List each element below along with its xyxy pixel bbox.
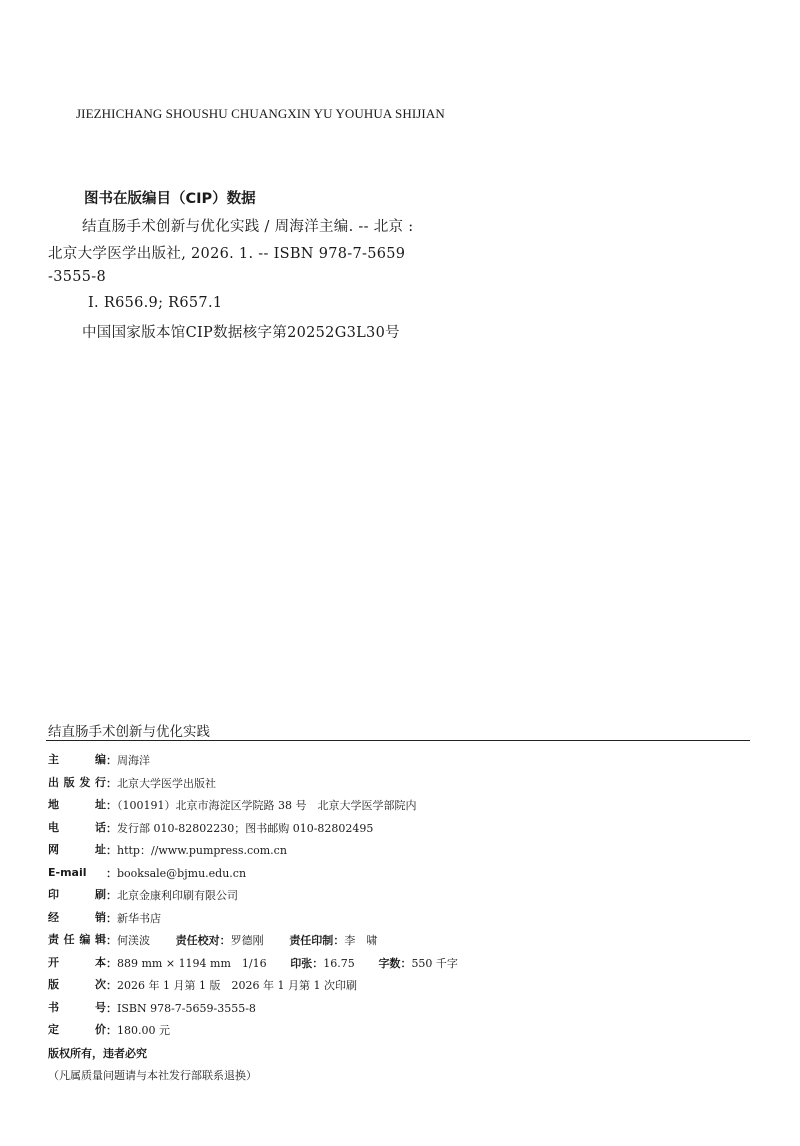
cip-line-5: 中国国家版本馆CIP数据核字第20252G3L30号: [82, 325, 400, 341]
label-address: 地址: [48, 798, 106, 811]
value-website: http：//www.pumpress.com.cn: [117, 844, 287, 857]
label-sheets: 印张: [290, 956, 313, 970]
info-row-publisher: [48, 772, 748, 795]
quality-return-note: （凡属质量问题请与本社发行部联系退换）: [48, 1069, 257, 1082]
info-row-format: [48, 952, 748, 975]
info-row-rights: [48, 1042, 748, 1065]
divider-rule: [46, 740, 750, 741]
pinyin-title: JIEZHICHANG SHOUSHU CHUANGXIN YU YOUHUA SHIJIAN: [76, 106, 445, 121]
value-sheets: 16.75: [323, 956, 355, 970]
imprint-info: [48, 749, 748, 1087]
label-word-count: 字数: [378, 956, 401, 970]
colon: ：: [106, 911, 117, 925]
label-printer: 印刷: [48, 888, 106, 901]
label-editor: 主编: [48, 753, 106, 766]
label-phone: 电话: [48, 820, 106, 834]
colon: ：: [219, 934, 231, 947]
value-responsible-printing: 李 啸: [344, 934, 378, 947]
label-distributor: 经销: [48, 910, 106, 924]
colon: ：: [106, 934, 117, 947]
value-price: 180.00 元: [117, 1024, 170, 1037]
value-printer: 北京金康利印刷有限公司: [117, 889, 238, 902]
colon: ：: [106, 799, 117, 812]
info-row-edition: [48, 974, 748, 997]
label-format: 开本: [48, 955, 106, 969]
cip-line-3: -3555-8: [48, 269, 107, 285]
colon: ：: [106, 821, 117, 835]
value-isbn: ISBN 978-7-5659-3555-8: [117, 1001, 256, 1015]
cip-line-4: Ⅰ. R656.9; R657.1: [88, 295, 223, 311]
value-responsible-proofreader: 罗德刚: [230, 934, 264, 947]
label-responsible-printing: 责任印制: [289, 934, 334, 947]
colon: ：: [106, 1001, 117, 1015]
label-email: E-mail: [48, 865, 87, 879]
label-price: 定价: [48, 1023, 106, 1036]
copyright-notice: 版权所有，违者必究: [48, 1046, 147, 1060]
value-distributor: 新华书店: [117, 911, 161, 925]
value-publisher: 北京大学医学出版社: [117, 776, 216, 790]
value-phone: 发行部 010-82802230；图书邮购 010-82802495: [117, 821, 374, 835]
info-row-distributor: [48, 907, 748, 930]
colon: ：: [400, 956, 412, 970]
cip-line-2: 北京大学医学出版社, 2026. 1. -- ISBN 978-7-5659: [48, 246, 406, 262]
label-website: 网址: [48, 843, 106, 856]
colon: ：: [106, 979, 117, 992]
label-publisher: 出版发行: [48, 775, 106, 789]
info-row-phone: [48, 817, 748, 840]
label-responsible-editor: 责任编辑: [48, 933, 106, 946]
colon: ：: [106, 1024, 117, 1037]
info-row-editor: [48, 749, 748, 772]
value-format: 889 mm × 1194 mm 1/16: [117, 956, 267, 970]
value-edition: 2026 年 1 月第 1 版 2026 年 1 月第 1 次印刷: [117, 979, 357, 992]
value-address: （100191）北京市海淀区学院路 38 号 北京大学医学部院内: [117, 799, 417, 812]
colon: ：: [106, 776, 117, 790]
book-title: 结直肠手术创新与优化实践: [48, 724, 210, 740]
colon: ：: [106, 889, 117, 902]
cip-line-1: 结直肠手术创新与优化实践 / 周海洋主编. -- 北京 :: [82, 219, 414, 235]
label-responsible-proofreader: 责任校对: [175, 934, 220, 947]
info-row-address: [48, 794, 748, 817]
info-row-price: [48, 1019, 748, 1042]
value-email: booksale@bjmu.edu.cn: [117, 866, 247, 880]
info-row-email: [48, 862, 748, 885]
colon: ：: [106, 754, 117, 767]
info-row-website: [48, 839, 748, 862]
value-responsible-editor: 何渼波: [117, 934, 150, 947]
info-row-isbn: [48, 997, 748, 1020]
colon: ：: [333, 934, 345, 947]
label-edition: 版次: [48, 978, 106, 991]
colon: ：: [106, 844, 117, 857]
info-row-staff: [48, 929, 748, 952]
label-isbn: 书号: [48, 1000, 106, 1014]
info-row-printer: [48, 884, 748, 907]
value-word-count: 550 千字: [411, 956, 458, 970]
cip-heading: 图书在版编目（CIP）数据: [84, 191, 256, 207]
value-editor: 周海洋: [117, 754, 150, 767]
info-row-note: [48, 1064, 748, 1087]
colon: ：: [312, 956, 324, 970]
colon: ：: [106, 956, 117, 970]
colon: ：: [106, 866, 117, 880]
